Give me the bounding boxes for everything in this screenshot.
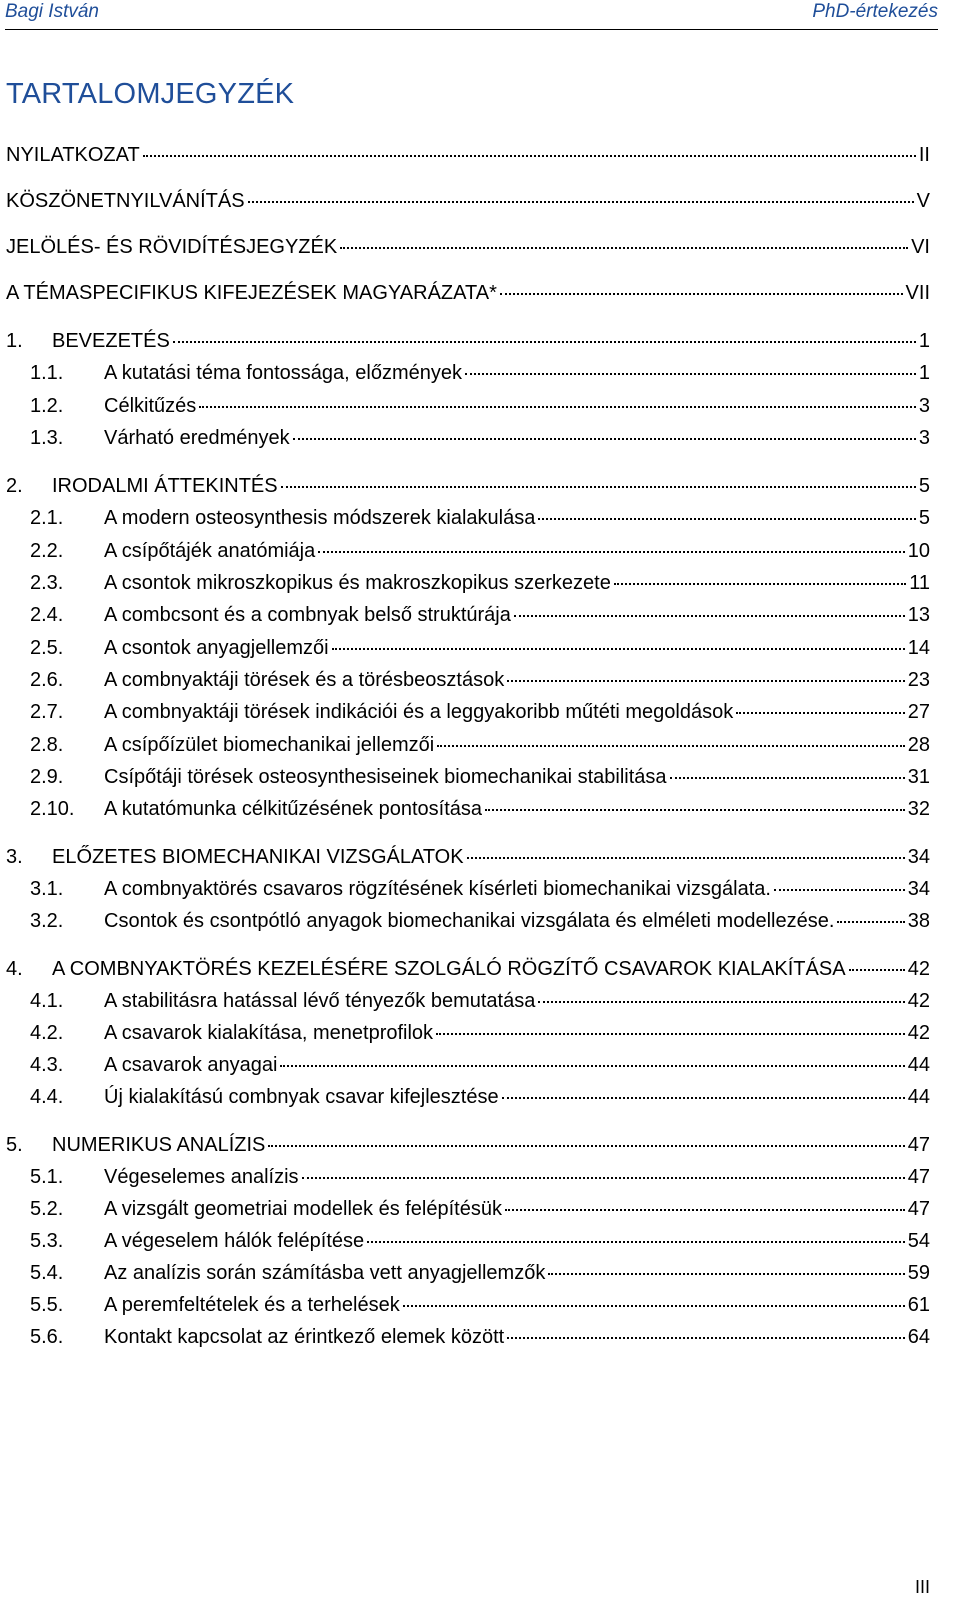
toc-entry-label: Célkitűzés [104, 395, 197, 417]
toc-entry-label: A modern osteosynthesis módszerek kialakulása [104, 507, 536, 529]
toc-entry-number: 2.6. [30, 669, 64, 691]
toc-section-entry[interactable] [30, 766, 930, 796]
toc-section-entry[interactable] [30, 1166, 930, 1196]
dot-leader [507, 1336, 905, 1339]
toc-entry-label: A combnyaktörés csavaros rögzítésének kísérleti biomechanikai vizsgálata. [104, 878, 771, 900]
toc-entry-number: 2.9. [30, 766, 64, 788]
toc-entry-page: II [918, 144, 930, 166]
toc-entry-number: 2.1. [30, 507, 64, 529]
dot-leader [403, 1304, 905, 1307]
dot-leader [281, 485, 916, 488]
toc-entry-page: 61 [907, 1294, 930, 1316]
toc-entry-number: 4. [6, 958, 23, 980]
dot-leader [614, 582, 906, 585]
toc-entry-number: 2.7. [30, 701, 64, 723]
dot-leader [467, 856, 905, 859]
toc-entry-page: 38 [907, 910, 930, 932]
dot-leader [465, 372, 916, 375]
toc-entry-label: ELŐZETES BIOMECHANIKAI VIZSGÁLATOK [52, 846, 464, 868]
toc-entry-page: 59 [907, 1262, 930, 1284]
toc-entry-label: A kutatási téma fontossága, előzmények [104, 362, 462, 384]
dot-leader [670, 776, 905, 779]
toc-entry-page: 28 [907, 734, 930, 756]
toc-entry-label: Az analízis során számításba vett anyagjellemzők [104, 1262, 546, 1284]
toc-entry-page: 13 [907, 604, 930, 626]
toc-entry-number: 1.2. [30, 395, 64, 417]
toc-entry-number: 5.5. [30, 1294, 64, 1316]
toc-entry-number: 1.3. [30, 427, 64, 449]
dot-leader [199, 405, 916, 408]
toc-entry-page: 42 [907, 1022, 930, 1044]
toc-entry-number: 3.1. [30, 878, 64, 900]
toc-entry-page: 47 [907, 1166, 930, 1188]
toc-entry-label: Új kialakítású combnyak csavar kifejlesztése [104, 1086, 499, 1108]
toc-entry-page: 34 [907, 878, 930, 900]
toc-entry-number: 2. [6, 475, 23, 497]
toc-entry-page: 54 [907, 1230, 930, 1252]
toc-section-entry[interactable] [30, 1294, 930, 1324]
page-header [5, 0, 938, 30]
dot-leader [437, 744, 905, 747]
dot-leader [774, 888, 905, 891]
dot-leader [849, 968, 905, 971]
toc-section-entry[interactable] [30, 637, 930, 667]
toc-entry-page: 64 [907, 1326, 930, 1348]
toc-section-entry[interactable] [30, 1230, 930, 1260]
toc-entry-page: 47 [907, 1198, 930, 1220]
toc-section-entry[interactable] [30, 1022, 930, 1052]
dot-leader [507, 679, 905, 682]
header-doc-type: PhD-értekezés [812, 1, 938, 22]
toc-entry-label: NUMERIKUS ANALÍZIS [52, 1134, 266, 1156]
toc-section-entry[interactable] [30, 878, 930, 908]
dot-leader [505, 1208, 905, 1211]
toc-section-entry[interactable] [30, 1086, 930, 1116]
toc-entry-label: A vizsgált geometriai modellek és felépítésük [104, 1198, 502, 1220]
dot-leader [268, 1144, 904, 1147]
toc-entry-label: A csípőtájék anatómiája [104, 540, 316, 562]
toc-entry-page: 42 [907, 958, 930, 980]
toc-entry-label: A combcsont és a combnyak belső struktúrája [104, 604, 511, 626]
toc-section-entry[interactable] [30, 572, 930, 602]
toc-entry-page: 3 [918, 395, 930, 417]
toc-entry-label: NYILATKOZAT [6, 144, 140, 166]
toc-section-entry[interactable] [30, 507, 930, 537]
toc-entry-label: Végeselemes analízis [104, 1166, 299, 1188]
toc-entry-label: A kutatómunka célkitűzésének pontosítása [104, 798, 483, 820]
toc-entry-page: 1 [918, 330, 930, 352]
toc-entry-number: 1.1. [30, 362, 64, 384]
toc-entry-number: 5.1. [30, 1166, 64, 1188]
toc-entry-label: Csípőtáji törések osteosynthesiseinek biomechanikai stabilitása [104, 766, 667, 788]
toc-section-entry[interactable] [30, 540, 930, 570]
toc-section-entry[interactable] [30, 604, 930, 634]
toc-section-entry[interactable] [30, 1198, 930, 1228]
toc-entry-page: 34 [907, 846, 930, 868]
toc-entry-label: Kontakt kapcsolat az érintkező elemek között [104, 1326, 505, 1348]
toc-entry-page: 10 [907, 540, 930, 562]
toc-entry-label: A csípőízület biomechanikai jellemzői [104, 734, 435, 756]
toc-entry-number: 2.5. [30, 637, 64, 659]
toc-section-entry[interactable] [30, 734, 930, 764]
toc-section-entry[interactable] [30, 798, 930, 828]
toc-entry-page: 44 [907, 1054, 930, 1076]
toc-chapter-entry[interactable] [6, 1134, 930, 1164]
toc-entry-label: A combnyaktáji törések indikációi és a leggyakoribb műtéti megoldások [104, 701, 734, 723]
toc-entry-label: JELÖLÉS- ÉS RÖVIDÍTÉSJEGYZÉK [6, 236, 338, 258]
toc-entry-page: 42 [907, 990, 930, 1012]
toc-entry-number: 3.2. [30, 910, 64, 932]
dot-leader [173, 340, 916, 343]
toc-entry-label: A combnyaktáji törések és a törésbeosztások [104, 669, 505, 691]
toc-entry-number: 2.2. [30, 540, 64, 562]
toc-entry-number: 5.6. [30, 1326, 64, 1348]
toc-entry-page: 1 [918, 362, 930, 384]
toc-entry-label: A végeselem hálók felépítése [104, 1230, 365, 1252]
toc-entry-label: BEVEZETÉS [52, 330, 170, 352]
toc-entry-label: KÖSZÖNETNYILVÁNÍTÁS [6, 190, 245, 212]
dot-leader [436, 1032, 905, 1035]
toc-entry-page: 47 [907, 1134, 930, 1156]
dot-leader [548, 1272, 904, 1275]
toc-entry-page: 27 [907, 701, 930, 723]
toc-section-entry[interactable] [30, 427, 930, 457]
toc-entry-label: Csontok és csontpótló anyagok biomechanikai vizsgálata és elméleti modellezése. [104, 910, 835, 932]
toc-entry-page: 32 [907, 798, 930, 820]
dot-leader [502, 1096, 905, 1099]
toc-entry-page: VII [905, 282, 930, 304]
toc-entry-label: A TÉMASPECIFIKUS KIFEJEZÉSEK MAGYARÁZATA* [6, 282, 497, 304]
toc-entry-page: 31 [907, 766, 930, 788]
dot-leader [514, 614, 905, 617]
toc-section-entry[interactable] [30, 1054, 930, 1084]
dot-leader [736, 711, 905, 714]
toc-entry-number: 5. [6, 1134, 23, 1156]
toc-entry-number: 2.10. [30, 798, 75, 820]
toc-front-matter-entry[interactable] [6, 190, 930, 220]
toc-entry-page: 44 [907, 1086, 930, 1108]
dot-leader [143, 154, 916, 157]
toc-entry-label: A stabilitásra hatással lévő tényezők bemutatása [104, 990, 536, 1012]
toc-entry-number: 2.3. [30, 572, 64, 594]
toc-entry-page: 14 [907, 637, 930, 659]
toc-entry-number: 5.2. [30, 1198, 64, 1220]
toc-entry-number: 4.1. [30, 990, 64, 1012]
toc-entry-label: A csavarok kialakítása, menetprofilok [104, 1022, 434, 1044]
dot-leader [340, 246, 908, 249]
dot-leader [248, 200, 914, 203]
dot-leader [280, 1064, 904, 1067]
dot-leader [332, 647, 905, 650]
toc-entry-number: 5.4. [30, 1262, 64, 1284]
toc-entry-page: 5 [918, 475, 930, 497]
header-author: Bagi István [5, 1, 99, 22]
toc-front-matter-entry[interactable] [6, 282, 930, 312]
toc-entry-label: IRODALMI ÁTTEKINTÉS [52, 475, 278, 497]
toc-entry-label: A csontok anyagjellemzői [104, 637, 329, 659]
dot-leader [293, 437, 916, 440]
toc-front-matter-entry[interactable] [6, 236, 930, 266]
dot-leader [318, 550, 905, 553]
toc-section-entry[interactable] [30, 910, 930, 940]
dot-leader [500, 292, 903, 295]
toc-entry-page: VI [911, 236, 930, 258]
dot-leader [538, 1000, 904, 1003]
toc-entry-number: 2.4. [30, 604, 64, 626]
toc-section-entry[interactable] [30, 1326, 930, 1356]
toc-entry-number: 4.3. [30, 1054, 64, 1076]
toc-section-entry[interactable] [30, 669, 930, 699]
page-number: III [914, 1577, 930, 1597]
dot-leader [538, 517, 916, 520]
toc-chapter-entry[interactable] [6, 846, 930, 876]
toc-entry-number: 3. [6, 846, 23, 868]
toc-section-entry[interactable] [30, 990, 930, 1020]
toc-entry-page: 3 [918, 427, 930, 449]
toc-entry-label: A csavarok anyagai [104, 1054, 278, 1076]
toc-chapter-entry[interactable] [6, 958, 930, 988]
toc-section-entry[interactable] [30, 362, 930, 392]
toc-front-matter-entry[interactable] [6, 144, 930, 174]
toc-entry-page: V [916, 190, 930, 212]
toc-entry-page: 11 [909, 572, 930, 594]
toc-entry-page: 23 [907, 669, 930, 691]
toc-title: TARTALOMJEGYZÉK [6, 78, 295, 110]
toc-chapter-entry[interactable] [6, 330, 930, 360]
toc-entry-number: 4.4. [30, 1086, 64, 1108]
toc-section-entry[interactable] [30, 1262, 930, 1292]
dot-leader [485, 808, 905, 811]
toc-entry-label: A csontok mikroszkopikus és makroszkopikus szerkezete [104, 572, 611, 594]
dot-leader [837, 920, 904, 923]
toc-entry-number: 5.3. [30, 1230, 64, 1252]
toc-entry-label: A COMBNYAKTÖRÉS KEZELÉSÉRE SZOLGÁLÓ RÖGZÍTŐ CSAVAROK KIALAKÍTÁSA [52, 958, 846, 980]
toc-entry-label: Várható eredmények [104, 427, 290, 449]
dot-leader [302, 1176, 905, 1179]
toc-entry-page: 5 [918, 507, 930, 529]
dot-leader [367, 1240, 905, 1243]
toc-entry-number: 1. [6, 330, 23, 352]
toc-chapter-entry[interactable] [6, 475, 930, 505]
toc-entry-number: 2.8. [30, 734, 64, 756]
toc-section-entry[interactable] [30, 701, 930, 731]
toc-section-entry[interactable] [30, 395, 930, 425]
toc-entry-label: A peremfeltételek és a terhelések [104, 1294, 400, 1316]
toc-entry-number: 4.2. [30, 1022, 64, 1044]
